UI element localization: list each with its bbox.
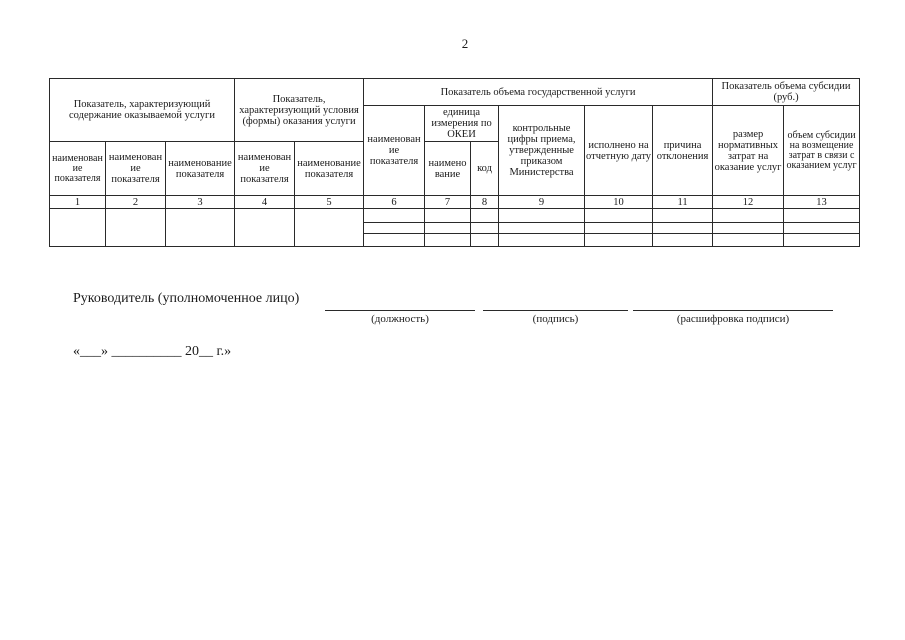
table-cell: [471, 209, 499, 223]
column-number: 4: [235, 196, 295, 209]
table-cell: [499, 223, 585, 234]
column-number: 11: [653, 196, 713, 209]
table-cell: [499, 234, 585, 247]
table-cell: [425, 209, 471, 223]
header-col-2: наименование показателя: [106, 142, 166, 196]
header-col-10: исполнено на отчетную дату: [585, 106, 653, 196]
column-number: 1: [50, 196, 106, 209]
header-okei-unit: единица измерения по ОКЕИ: [425, 106, 499, 142]
signature-title: Руководитель (уполномоченное лицо): [73, 291, 300, 306]
header-group-subsidy: Показатель объема субсидии (руб.): [713, 79, 860, 106]
header-col-9: контрольные цифры приема, утвержденные приказом Министерства: [499, 106, 585, 196]
report-table: [49, 78, 860, 247]
table-cell: [653, 234, 713, 247]
header-col-13: объем субсидии на возмещение затрат в связи с оказанием услуг: [784, 106, 860, 196]
header-col-7: наименование: [425, 142, 471, 196]
header-col-11: причина отклонения: [653, 106, 713, 196]
header-group-conditions: Показатель, характеризующий условия (формы) оказания услуги: [235, 79, 364, 142]
caption-decoding: (расшифровка подписи): [676, 313, 790, 325]
decoding-line: [633, 310, 833, 311]
column-number: 9: [499, 196, 585, 209]
caption-signature: (подпись): [532, 313, 579, 325]
header-col-5: наименование показателя: [295, 142, 364, 196]
header-col-1: наименование показателя: [50, 142, 106, 196]
table-cell: [106, 209, 166, 247]
table-cell: [471, 223, 499, 234]
table-cell: [784, 209, 860, 223]
signature-line: [483, 310, 628, 311]
table-cell: [235, 209, 295, 247]
table-cell: [50, 209, 106, 247]
table-cell: [585, 234, 653, 247]
table-cell: [471, 234, 499, 247]
column-number: 2: [106, 196, 166, 209]
column-number: 10: [585, 196, 653, 209]
column-number: 6: [364, 196, 425, 209]
column-number: 7: [425, 196, 471, 209]
table-cell: [713, 209, 784, 223]
table-cell: [499, 209, 585, 223]
table-cell: [653, 223, 713, 234]
table-cell: [713, 223, 784, 234]
table-cell: [585, 209, 653, 223]
table-cell: [585, 223, 653, 234]
date-line: «___» __________ 20__ г.»: [73, 344, 232, 359]
header-col-8: код: [471, 142, 499, 196]
column-number: 12: [713, 196, 784, 209]
table-cell: [364, 234, 425, 247]
header-col-4: наименование показателя: [235, 142, 295, 196]
table-cell: [784, 234, 860, 247]
table-cell: [784, 223, 860, 234]
header-group-volume: Показатель объема государственной услуги: [364, 79, 713, 106]
page-number: 2: [461, 36, 469, 51]
column-number: 5: [295, 196, 364, 209]
signature-block: [73, 291, 853, 331]
column-number: 3: [166, 196, 235, 209]
table-cell: [653, 209, 713, 223]
column-number: 8: [471, 196, 499, 209]
table-cell: [166, 209, 235, 247]
position-line: [325, 310, 475, 311]
table-cell: [425, 234, 471, 247]
table-cell: [713, 234, 784, 247]
header-col-6: наименование показателя: [364, 106, 425, 196]
table-cell: [364, 209, 425, 223]
table-cell: [364, 223, 425, 234]
header-col-3: наименование показателя: [166, 142, 235, 196]
header-col-12: размер нормативных затрат на оказание услуг: [713, 106, 784, 196]
caption-position: (должность): [371, 313, 429, 325]
table-cell: [295, 209, 364, 247]
column-number: 13: [784, 196, 860, 209]
header-group-content: Показатель, характеризующий содержание оказываемой услуги: [50, 79, 235, 142]
table-cell: [425, 223, 471, 234]
table-row: [50, 209, 860, 223]
